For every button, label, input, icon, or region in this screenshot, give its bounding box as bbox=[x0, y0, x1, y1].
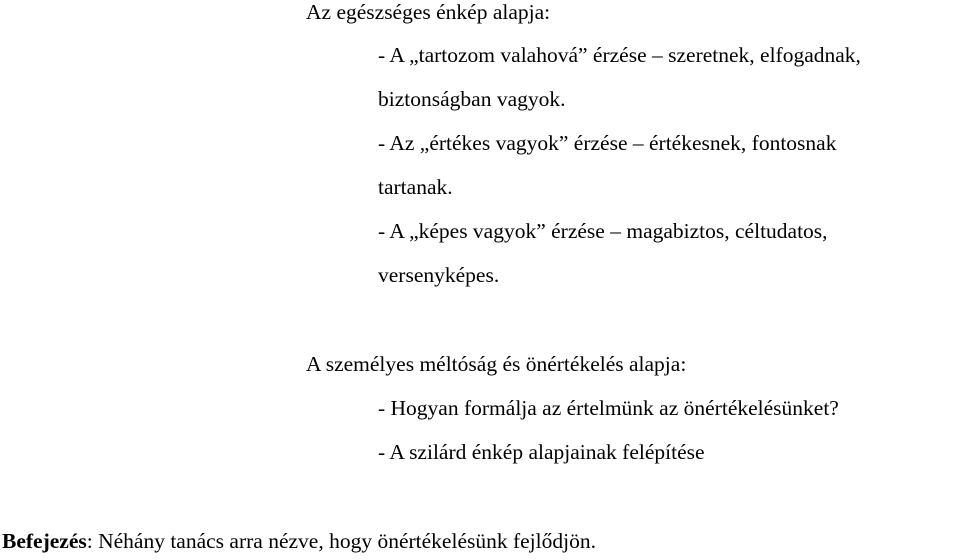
section1-heading: Az egészséges énkép alapja: bbox=[306, 0, 551, 24]
section1-item-1: - A „tartozom valahová” érzése – szeretnek, elfogadnak, bbox=[378, 43, 861, 67]
section1-item-3: - A „képes vagyok” érzése – magabiztos, céltudatos, bbox=[378, 219, 828, 243]
section2-item-2: - A szilárd énkép alapjainak felépítése bbox=[378, 440, 705, 464]
conclusion-text: : Néhány tanács arra nézve, hogy önértékelésünk fejlődjön. bbox=[86, 529, 596, 553]
section1-item-2-cont: tartanak. bbox=[378, 175, 453, 199]
section1-item-2: - Az „értékes vagyok” érzése – értékesnek, fontosnak bbox=[378, 131, 837, 155]
conclusion-label: Befejezés bbox=[2, 529, 87, 553]
section2-heading: A személyes méltóság és önértékelés alapja: bbox=[306, 352, 687, 376]
conclusion-line bbox=[2, 531, 596, 553]
section2-item-1: - Hogyan formálja az értelmünk az önértékelésünket? bbox=[378, 396, 839, 420]
section1-item-1-cont: biztonságban vagyok. bbox=[378, 87, 566, 111]
section1-item-3-cont: versenyképes. bbox=[378, 263, 500, 287]
